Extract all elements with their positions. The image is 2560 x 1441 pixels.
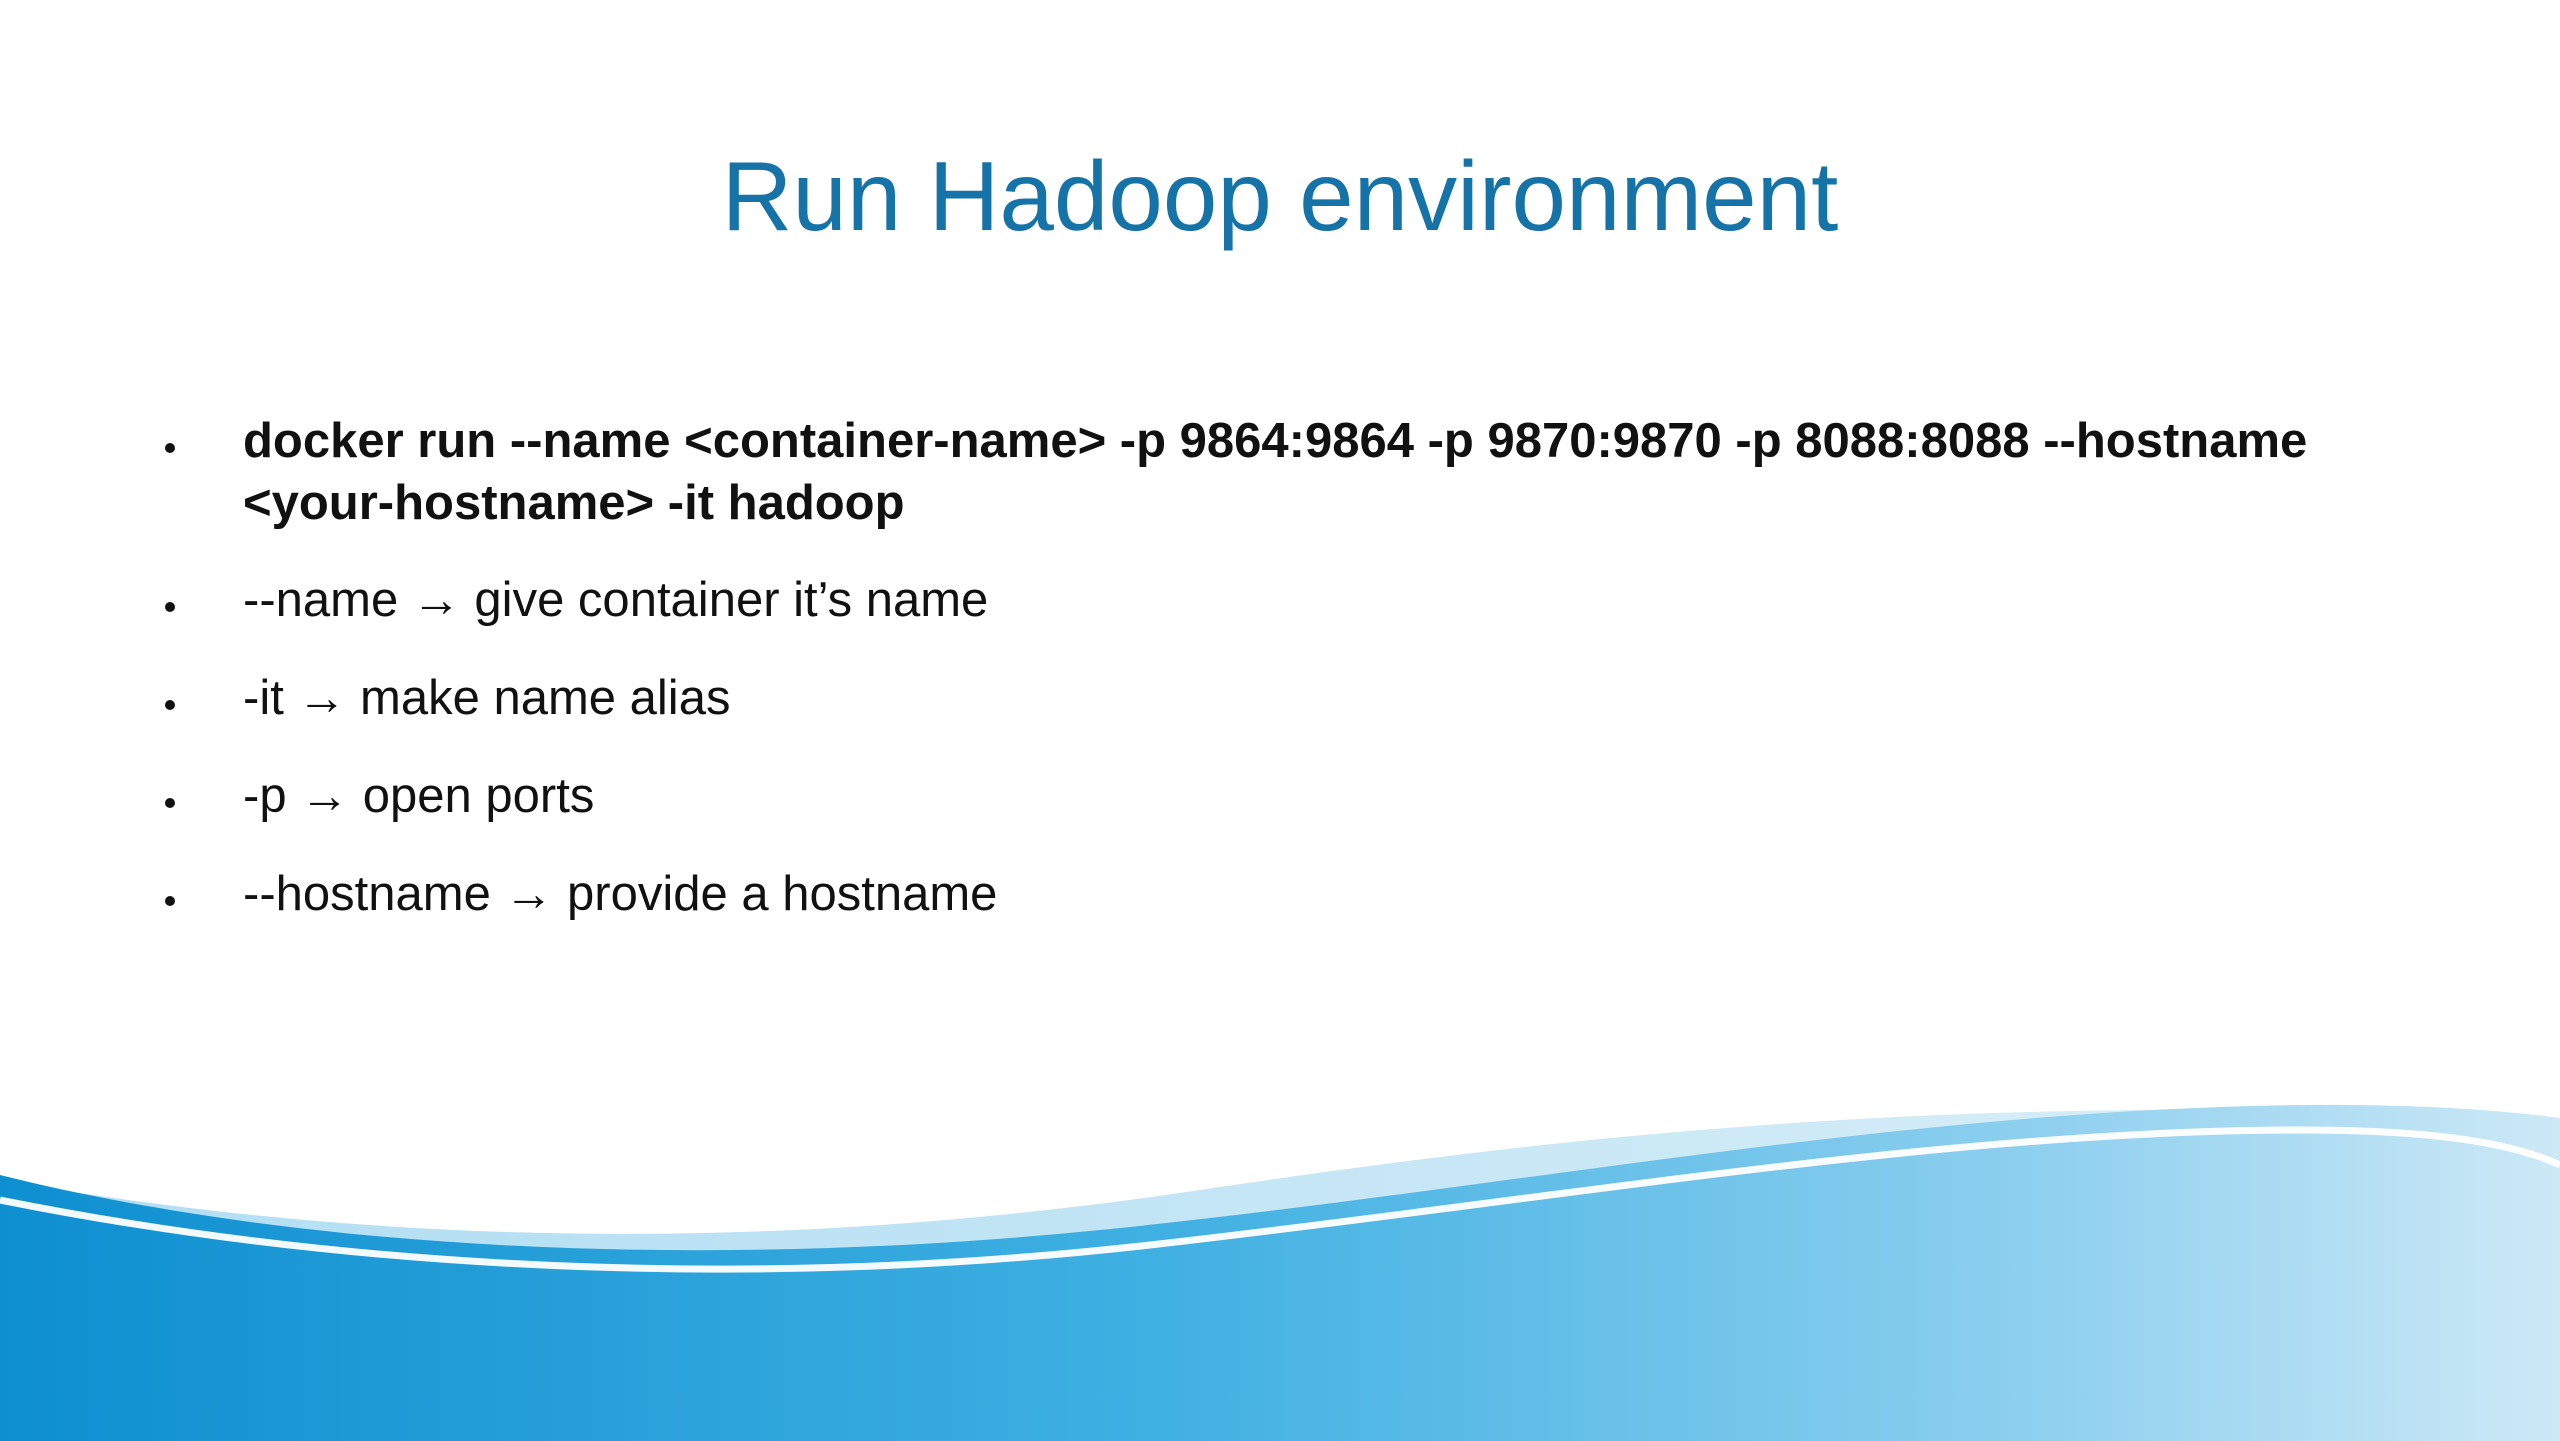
bullet-text: -it → make name alias [243, 671, 731, 725]
bullet-text: -p → open ports [243, 769, 595, 823]
bullet-list [150, 410, 2450, 961]
bullet-item-it-flag [150, 667, 2450, 729]
bullet-item-hostname-flag [150, 863, 2450, 925]
bullet-item-docker-command [150, 410, 2450, 534]
bullet-dot-icon [165, 602, 175, 612]
bullet-item-p-flag [150, 765, 2450, 827]
bullet-text: --hostname → provide a hostname [243, 867, 998, 921]
bullet-item-name-flag [150, 569, 2450, 631]
bullet-text: --name → give container it’s name [243, 573, 989, 627]
bullet-dot-icon [165, 443, 175, 453]
bullet-dot-icon [165, 798, 175, 808]
bullet-text: docker run --name <container-name> -p 9864:9864 -p 9870:9870 -p 8088:8088 --hostname <your-hostname> -it hadoop [243, 414, 2308, 530]
bullet-dot-icon [165, 896, 175, 906]
slide-title: Run Hadoop environment [721, 141, 1839, 251]
bullet-dot-icon [165, 700, 175, 710]
